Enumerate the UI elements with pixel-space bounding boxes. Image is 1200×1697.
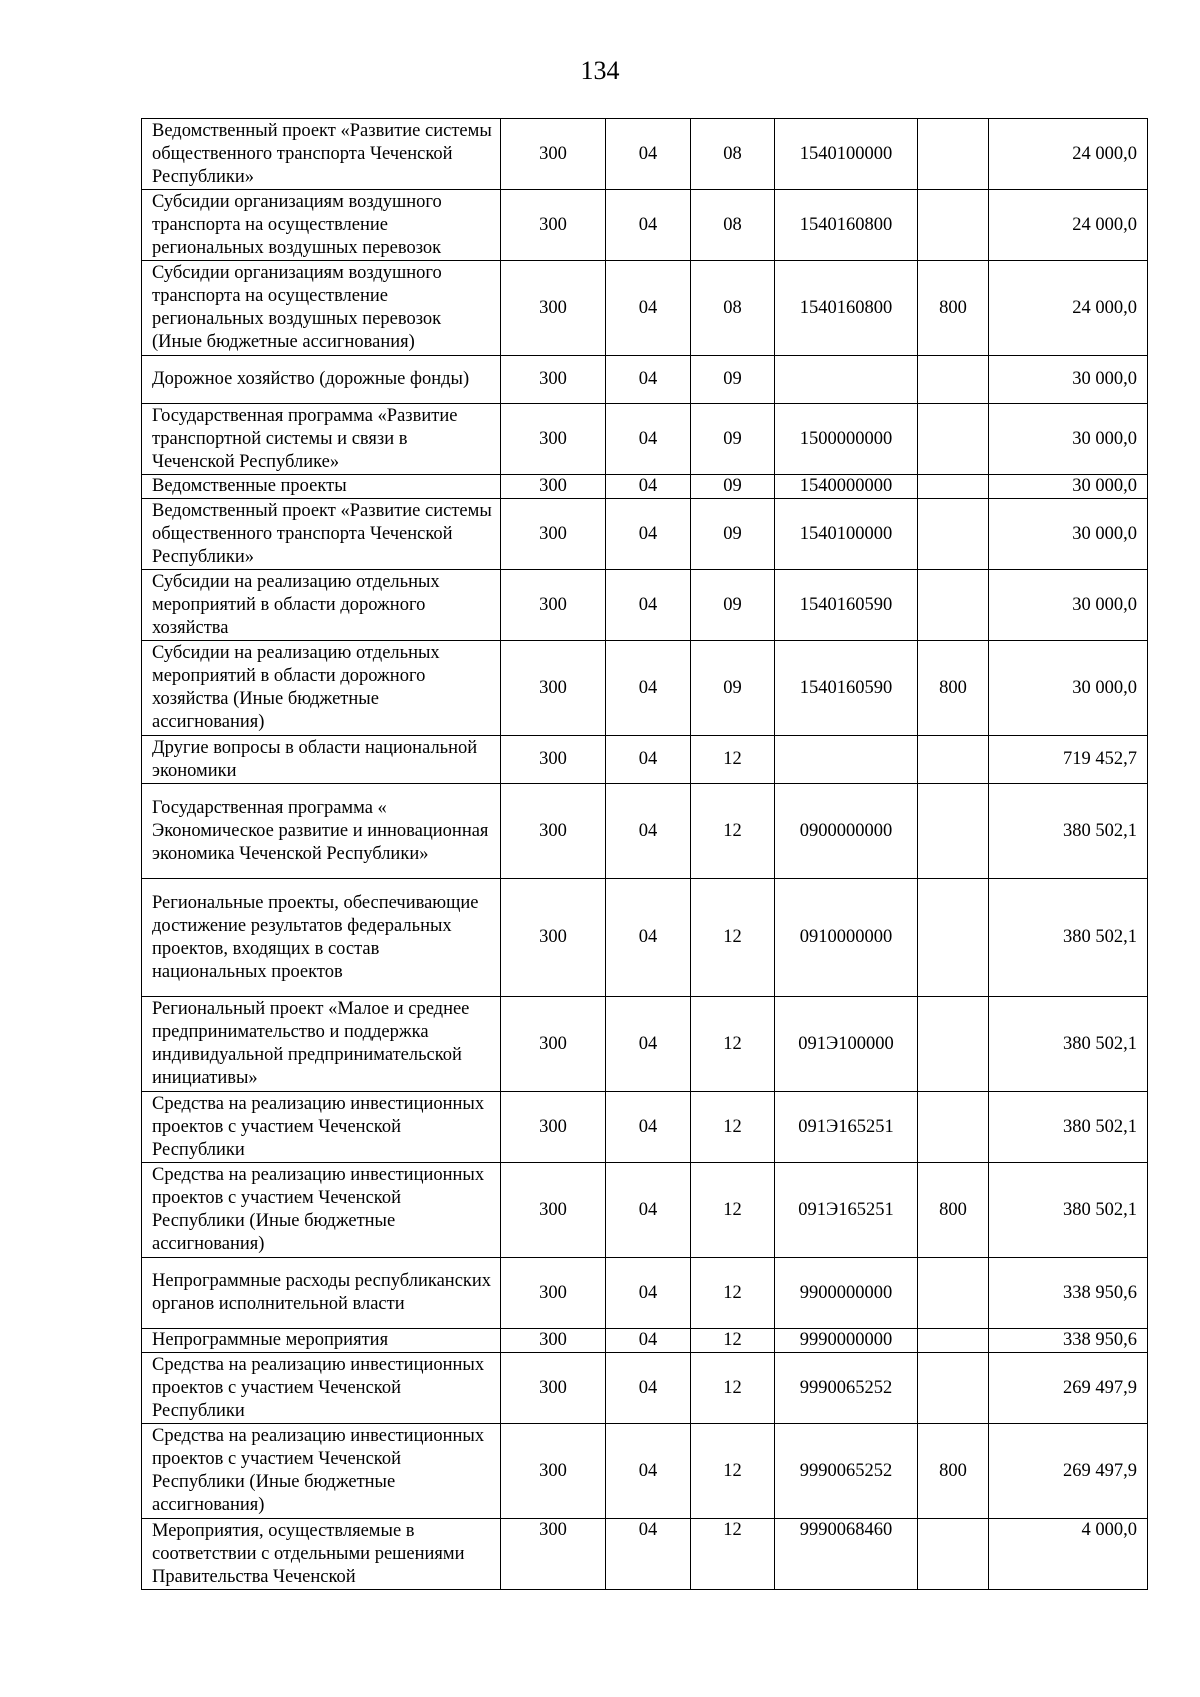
row-name: Мероприятия, осуществляемые в соответствии с отдельными решениями Правительства Чеченской bbox=[142, 1519, 501, 1590]
table-row bbox=[142, 1092, 1148, 1163]
row-rz: 04 bbox=[606, 1258, 691, 1329]
row-vr bbox=[918, 1092, 989, 1163]
row-pr: 12 bbox=[691, 1353, 775, 1424]
table-row bbox=[142, 190, 1148, 261]
row-sum: 4 000,0 bbox=[989, 1519, 1148, 1590]
row-name: Другие вопросы в области национальной экономики bbox=[142, 736, 501, 784]
row-rz: 04 bbox=[606, 1424, 691, 1519]
row-rz: 04 bbox=[606, 879, 691, 997]
row-csr: 1540160590 bbox=[775, 570, 918, 641]
table-row bbox=[142, 997, 1148, 1092]
row-rz: 04 bbox=[606, 1163, 691, 1258]
row-rz: 04 bbox=[606, 404, 691, 475]
row-pr: 09 bbox=[691, 641, 775, 736]
row-sum: 380 502,1 bbox=[989, 997, 1148, 1092]
table-row bbox=[142, 736, 1148, 784]
page-number: 134 bbox=[580, 56, 620, 85]
row-gr: 300 bbox=[501, 404, 606, 475]
row-gr: 300 bbox=[501, 1258, 606, 1329]
row-rz: 04 bbox=[606, 356, 691, 404]
row-csr: 091Э100000 bbox=[775, 997, 918, 1092]
row-gr: 300 bbox=[501, 641, 606, 736]
table-row bbox=[142, 1424, 1148, 1519]
row-sum: 30 000,0 bbox=[989, 356, 1148, 404]
row-pr: 08 bbox=[691, 119, 775, 190]
row-rz: 04 bbox=[606, 499, 691, 570]
row-sum: 719 452,7 bbox=[989, 736, 1148, 784]
row-gr: 300 bbox=[501, 475, 606, 499]
row-name: Государственная программа « Экономическое развитие и инновационная экономика Чеченской Республики» bbox=[142, 784, 501, 879]
row-sum: 380 502,1 bbox=[989, 1092, 1148, 1163]
row-vr bbox=[918, 499, 989, 570]
row-pr: 12 bbox=[691, 736, 775, 784]
row-vr bbox=[918, 879, 989, 997]
table-row bbox=[142, 261, 1148, 356]
row-sum: 24 000,0 bbox=[989, 119, 1148, 190]
row-pr: 08 bbox=[691, 261, 775, 356]
row-name: Региональный проект «Малое и среднее предпринимательство и поддержка индивидуальной предпринимательской инициативы» bbox=[142, 997, 501, 1092]
row-csr: 1540160590 bbox=[775, 641, 918, 736]
row-csr: 1540160800 bbox=[775, 261, 918, 356]
row-gr: 300 bbox=[501, 1163, 606, 1258]
row-rz: 04 bbox=[606, 119, 691, 190]
row-pr: 09 bbox=[691, 356, 775, 404]
row-pr: 09 bbox=[691, 475, 775, 499]
row-pr: 09 bbox=[691, 499, 775, 570]
table-row bbox=[142, 1329, 1148, 1353]
row-vr: 800 bbox=[918, 1424, 989, 1519]
row-csr: 9990065252 bbox=[775, 1424, 918, 1519]
row-gr: 300 bbox=[501, 1092, 606, 1163]
row-vr bbox=[918, 1519, 989, 1590]
table-row bbox=[142, 499, 1148, 570]
row-rz: 04 bbox=[606, 997, 691, 1092]
row-vr bbox=[918, 356, 989, 404]
table-row bbox=[142, 404, 1148, 475]
row-name: Субсидии организациям воздушного транспорта на осуществление региональных воздушных перевозок bbox=[142, 190, 501, 261]
row-name: Непрограммные расходы республиканских органов исполнительной власти bbox=[142, 1258, 501, 1329]
row-pr: 12 bbox=[691, 1258, 775, 1329]
row-csr bbox=[775, 736, 918, 784]
row-sum: 24 000,0 bbox=[989, 190, 1148, 261]
row-sum: 269 497,9 bbox=[989, 1424, 1148, 1519]
row-vr bbox=[918, 736, 989, 784]
row-csr: 9990065252 bbox=[775, 1353, 918, 1424]
row-vr bbox=[918, 1258, 989, 1329]
row-sum: 338 950,6 bbox=[989, 1329, 1148, 1353]
row-rz: 04 bbox=[606, 1092, 691, 1163]
row-sum: 269 497,9 bbox=[989, 1353, 1148, 1424]
row-gr: 300 bbox=[501, 261, 606, 356]
row-pr: 08 bbox=[691, 190, 775, 261]
row-rz: 04 bbox=[606, 1353, 691, 1424]
table-row bbox=[142, 879, 1148, 997]
row-rz: 04 bbox=[606, 261, 691, 356]
row-pr: 12 bbox=[691, 784, 775, 879]
row-pr: 09 bbox=[691, 570, 775, 641]
row-gr: 300 bbox=[501, 1519, 606, 1590]
budget-table bbox=[141, 118, 1148, 1590]
row-gr: 300 bbox=[501, 1353, 606, 1424]
row-vr: 800 bbox=[918, 1163, 989, 1258]
row-vr bbox=[918, 190, 989, 261]
row-csr: 1540000000 bbox=[775, 475, 918, 499]
row-gr: 300 bbox=[501, 879, 606, 997]
row-csr: 1540100000 bbox=[775, 499, 918, 570]
row-gr: 300 bbox=[501, 119, 606, 190]
row-name: Непрограммные мероприятия bbox=[142, 1329, 501, 1353]
row-rz: 04 bbox=[606, 784, 691, 879]
row-gr: 300 bbox=[501, 190, 606, 261]
row-vr bbox=[918, 119, 989, 190]
row-vr bbox=[918, 784, 989, 879]
row-gr: 300 bbox=[501, 736, 606, 784]
table-row bbox=[142, 1258, 1148, 1329]
row-vr: 800 bbox=[918, 261, 989, 356]
row-gr: 300 bbox=[501, 356, 606, 404]
table-row bbox=[142, 475, 1148, 499]
row-name: Субсидии на реализацию отдельных мероприятий в области дорожного хозяйства bbox=[142, 570, 501, 641]
row-csr: 9990068460 bbox=[775, 1519, 918, 1590]
row-sum: 380 502,1 bbox=[989, 1163, 1148, 1258]
row-csr bbox=[775, 356, 918, 404]
row-gr: 300 bbox=[501, 997, 606, 1092]
row-sum: 380 502,1 bbox=[989, 879, 1148, 997]
table-row bbox=[142, 1353, 1148, 1424]
row-pr: 12 bbox=[691, 1519, 775, 1590]
row-csr: 091Э165251 bbox=[775, 1092, 918, 1163]
row-vr bbox=[918, 475, 989, 499]
row-gr: 300 bbox=[501, 570, 606, 641]
row-csr: 9990000000 bbox=[775, 1329, 918, 1353]
row-name: Средства на реализацию инвестиционных проектов с участием Чеченской Республики bbox=[142, 1353, 501, 1424]
row-pr: 09 bbox=[691, 404, 775, 475]
row-vr bbox=[918, 997, 989, 1092]
row-rz: 04 bbox=[606, 1519, 691, 1590]
row-csr: 9900000000 bbox=[775, 1258, 918, 1329]
table-row bbox=[142, 1163, 1148, 1258]
row-name: Средства на реализацию инвестиционных проектов с участием Чеченской Республики (Иные бюджетные ассигнования) bbox=[142, 1424, 501, 1519]
row-gr: 300 bbox=[501, 1329, 606, 1353]
row-sum: 30 000,0 bbox=[989, 499, 1148, 570]
table-row bbox=[142, 570, 1148, 641]
row-pr: 12 bbox=[691, 1163, 775, 1258]
table-row bbox=[142, 784, 1148, 879]
row-csr: 1540160800 bbox=[775, 190, 918, 261]
row-vr bbox=[918, 404, 989, 475]
row-name: Средства на реализацию инвестиционных проектов с участием Чеченской Республики bbox=[142, 1092, 501, 1163]
row-rz: 04 bbox=[606, 475, 691, 499]
row-sum: 380 502,1 bbox=[989, 784, 1148, 879]
table-row bbox=[142, 641, 1148, 736]
row-name: Государственная программа «Развитие транспортной системы и связи в Чеченской Республике» bbox=[142, 404, 501, 475]
row-name: Субсидии организациям воздушного транспорта на осуществление региональных воздушных перевозок (Иные бюджетные ассигнования) bbox=[142, 261, 501, 356]
row-sum: 30 000,0 bbox=[989, 570, 1148, 641]
row-name: Средства на реализацию инвестиционных проектов с участием Чеченской Республики (Иные бюджетные ассигнования) bbox=[142, 1163, 501, 1258]
row-pr: 12 bbox=[691, 879, 775, 997]
row-vr bbox=[918, 1329, 989, 1353]
row-csr: 1540100000 bbox=[775, 119, 918, 190]
row-sum: 30 000,0 bbox=[989, 404, 1148, 475]
table-row bbox=[142, 119, 1148, 190]
row-vr: 800 bbox=[918, 641, 989, 736]
row-pr: 12 bbox=[691, 1329, 775, 1353]
row-csr: 0900000000 bbox=[775, 784, 918, 879]
table-row bbox=[142, 356, 1148, 404]
row-name: Ведомственные проекты bbox=[142, 475, 501, 499]
row-rz: 04 bbox=[606, 641, 691, 736]
row-rz: 04 bbox=[606, 190, 691, 261]
row-csr: 1500000000 bbox=[775, 404, 918, 475]
row-pr: 12 bbox=[691, 1092, 775, 1163]
row-gr: 300 bbox=[501, 1424, 606, 1519]
row-vr bbox=[918, 1353, 989, 1424]
row-sum: 30 000,0 bbox=[989, 475, 1148, 499]
row-name: Ведомственный проект «Развитие системы общественного транспорта Чеченской Республики» bbox=[142, 119, 501, 190]
row-csr: 091Э165251 bbox=[775, 1163, 918, 1258]
row-sum: 24 000,0 bbox=[989, 261, 1148, 356]
row-gr: 300 bbox=[501, 499, 606, 570]
row-name: Дорожное хозяйство (дорожные фонды) bbox=[142, 356, 501, 404]
row-rz: 04 bbox=[606, 570, 691, 641]
row-pr: 12 bbox=[691, 1424, 775, 1519]
row-gr: 300 bbox=[501, 784, 606, 879]
row-pr: 12 bbox=[691, 997, 775, 1092]
row-rz: 04 bbox=[606, 736, 691, 784]
row-csr: 0910000000 bbox=[775, 879, 918, 997]
row-rz: 04 bbox=[606, 1329, 691, 1353]
row-name: Региональные проекты, обеспечивающие достижение результатов федеральных проектов, входящих в состав национальных проектов bbox=[142, 879, 501, 997]
row-sum: 338 950,6 bbox=[989, 1258, 1148, 1329]
row-sum: 30 000,0 bbox=[989, 641, 1148, 736]
row-name: Субсидии на реализацию отдельных мероприятий в области дорожного хозяйства (Иные бюджетные ассигнования) bbox=[142, 641, 501, 736]
table-row bbox=[142, 1519, 1148, 1590]
row-name: Ведомственный проект «Развитие системы общественного транспорта Чеченской Республики» bbox=[142, 499, 501, 570]
row-vr bbox=[918, 570, 989, 641]
